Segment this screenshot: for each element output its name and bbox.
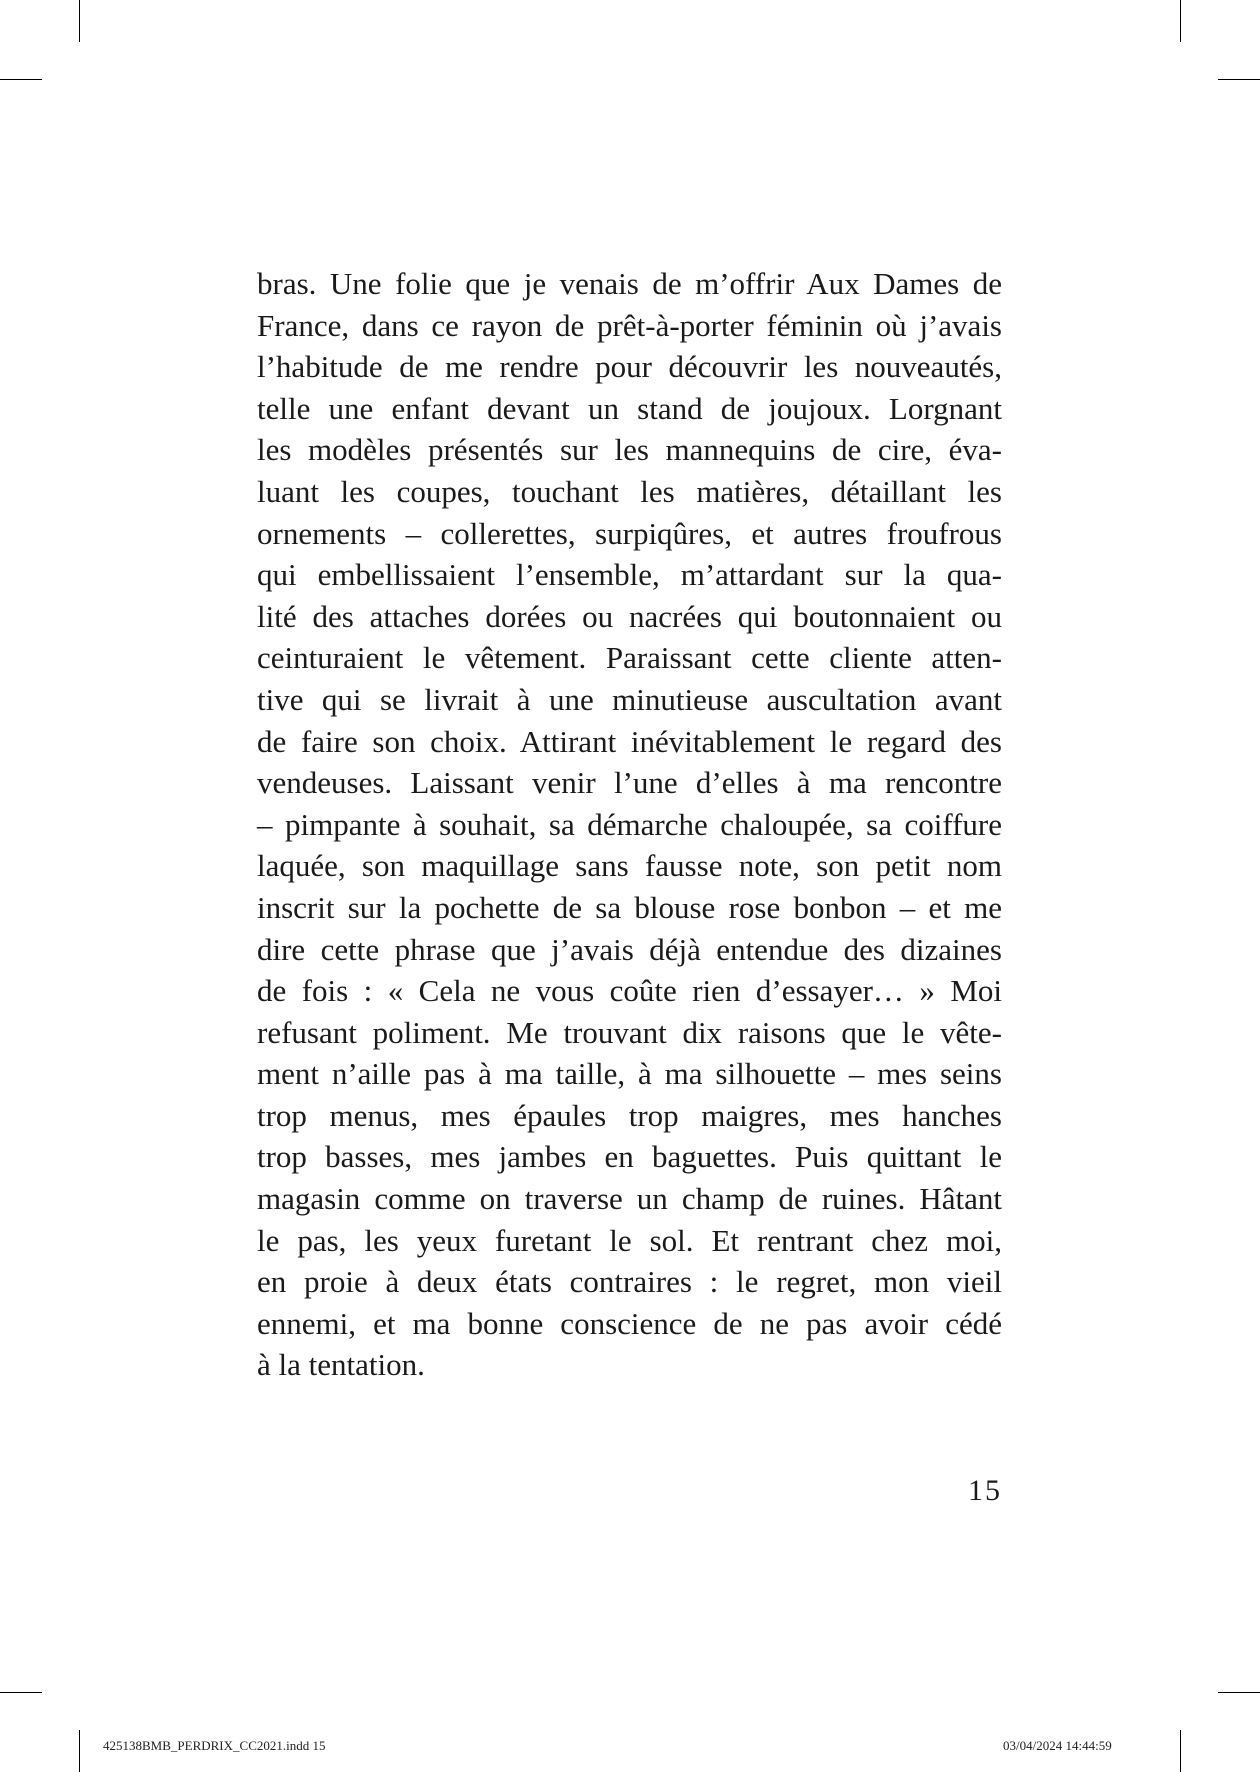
text-line: trop menus, mes épaules trop maigres, mes hanches bbox=[257, 1097, 1002, 1133]
crop-mark-right-bottom bbox=[1218, 1692, 1260, 1693]
crop-mark-top-right bbox=[1180, 0, 1181, 42]
text-line: luant les coupes, touchant les matières, détaillant les bbox=[257, 473, 1002, 509]
text-line: – pimpante à souhait, sa démarche chaloupée, sa coiffure bbox=[257, 806, 1002, 842]
text-line: lité des attaches dorées ou nacrées qui boutonnaient ou bbox=[257, 598, 1002, 634]
text-line-last: à la tentation. bbox=[257, 1347, 425, 1383]
crop-mark-right-top bbox=[1218, 79, 1260, 80]
text-line: bras. Une folie que je venais de m’offrir Aux Dames de bbox=[257, 266, 1002, 301]
page-number: 15 bbox=[968, 1474, 1002, 1507]
text-line: laquée, son maquillage sans fausse note, son petit nom bbox=[257, 848, 1002, 884]
crop-mark-left-top bbox=[0, 79, 42, 80]
text-line: dire cette phrase que j’avais déjà entendue des dizaines bbox=[257, 931, 1002, 967]
text-line: de fois : « Cela ne vous coûte rien d’essayer… » Moi bbox=[257, 973, 1002, 1009]
text-line: vendeuses. Laissant venir l’une d’elles à ma rencontre bbox=[257, 765, 1002, 801]
text-line: qui embellissaient l’ensemble, m’attardant sur la qua- bbox=[257, 557, 1002, 593]
text-line: refusant poliment. Me trouvant dix raisons que le vête- bbox=[257, 1014, 1002, 1050]
text-line: en proie à deux états contraires : le regret, mon vieil bbox=[257, 1264, 1002, 1300]
text-line: ceinturaient le vêtement. Paraissant cette cliente atten- bbox=[257, 640, 1002, 676]
crop-mark-bottom-left bbox=[79, 1730, 80, 1772]
text-line: telle une enfant devant un stand de joujoux. Lorgnant bbox=[257, 390, 1002, 426]
body-paragraph bbox=[257, 263, 1002, 1386]
text-line: l’habitude de me rendre pour découvrir les nouveautés, bbox=[257, 349, 1002, 385]
text-line: ornements – collerettes, surpiqûres, et autres froufrous bbox=[257, 515, 1002, 551]
text-line: le pas, les yeux furetant le sol. Et rentrant chez moi, bbox=[257, 1222, 1002, 1258]
text-line: les modèles présentés sur les mannequins de cire, éva- bbox=[257, 432, 1002, 468]
crop-mark-top-left bbox=[79, 0, 80, 42]
text-line: ment n’aille pas à ma taille, à ma silhouette – mes seins bbox=[257, 1056, 1002, 1092]
text-line: France, dans ce rayon de prêt-à-porter féminin où j’avais bbox=[257, 307, 1002, 343]
text-line: magasin comme on traverse un champ de ruines. Hâtant bbox=[257, 1181, 1002, 1217]
crop-mark-bottom-right bbox=[1180, 1730, 1181, 1772]
text-line: tive qui se livrait à une minutieuse auscultation avant bbox=[257, 681, 1002, 717]
slug-timestamp: 03/04/2024 14:44:59 bbox=[1003, 1738, 1112, 1753]
text-line: ennemi, et ma bonne conscience de ne pas avoir cédé bbox=[257, 1305, 1002, 1341]
text-line: inscrit sur la pochette de sa blouse rose bonbon – et me bbox=[257, 889, 1002, 925]
crop-mark-left-bottom bbox=[0, 1692, 42, 1693]
slug-filename: 425138BMB_PERDRIX_CC2021.indd 15 bbox=[103, 1738, 326, 1753]
text-line: de faire son choix. Attirant inévitablement le regard des bbox=[257, 723, 1002, 759]
text-line: trop basses, mes jambes en baguettes. Puis quittant le bbox=[257, 1139, 1002, 1175]
